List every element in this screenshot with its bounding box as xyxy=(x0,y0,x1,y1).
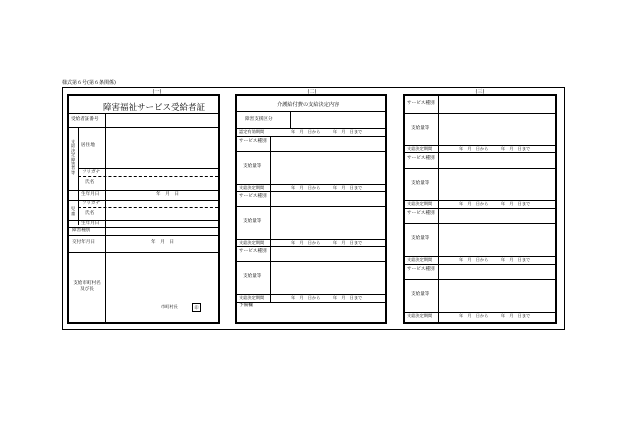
p3-amount-label-1: 支給量等 xyxy=(411,126,430,131)
issue-date-value: 年 月 日 xyxy=(151,240,174,245)
certificate-panel xyxy=(67,94,220,324)
section-number-3: (三) xyxy=(475,89,485,95)
amount-label-3: 支給量等 xyxy=(243,274,262,279)
decision-period-label-1: 支給決定期間 xyxy=(239,185,265,190)
cert-period-label: 認定有効期間 xyxy=(239,129,265,134)
child-group-label: 児童 xyxy=(71,206,76,217)
decision-period-label-2: 支給決定期間 xyxy=(239,240,265,245)
address-label: 居住地 xyxy=(81,143,95,148)
p3-service-type-label-1: サービス種別 xyxy=(407,101,435,106)
decision-period-value-3: 年 月 日から 年 月 日まで xyxy=(291,295,363,300)
cert-number-label: 受給者証番号 xyxy=(71,117,99,122)
p3-service-type-label-3: サービス種別 xyxy=(407,211,435,216)
child-birthdate-label: 生年月日 xyxy=(81,221,100,226)
p3-decision-period-value-2: 年 月 日から 年 月 日まで xyxy=(459,201,531,206)
child-name-label: 氏名 xyxy=(85,211,95,216)
p3-service-type-label-2: サービス種別 xyxy=(407,156,435,161)
service-type-label-1: サービス種別 xyxy=(239,139,267,144)
decision-panel-continued xyxy=(403,94,557,324)
decision-period-value-1: 年 月 日から 年 月 日まで xyxy=(291,185,363,190)
p3-amount-label-4: 支給量等 xyxy=(411,292,430,297)
p3-decision-period-value-4: 年 月 日から 年 月 日まで xyxy=(459,313,531,318)
p3-amount-label-2: 支給量等 xyxy=(411,181,430,186)
p3-service-type-label-4: サービス種別 xyxy=(407,267,435,272)
disability-level-label: 障害支援区分 xyxy=(245,117,273,122)
decision-title: 介護給付費の支給決定内容 xyxy=(277,102,340,108)
p3-decision-period-label-1: 支給決定期間 xyxy=(407,146,433,151)
p3-decision-period-value-3: 年 月 日から 年 月 日まで xyxy=(459,257,531,262)
name-label: 氏名 xyxy=(85,180,95,185)
birthdate-label: 生年月日 xyxy=(81,192,100,197)
service-type-label-2: サービス種別 xyxy=(239,194,267,199)
disability-type-label: 障害種別 xyxy=(72,228,91,233)
p3-decision-period-label-3: 支給決定期間 xyxy=(407,257,433,262)
furigana-label: フリガナ xyxy=(82,170,101,175)
amount-label-1: 支給量等 xyxy=(243,164,262,169)
issuer-name: 市町村長 xyxy=(161,304,178,309)
p3-decision-period-label-4: 支給決定期間 xyxy=(407,313,433,318)
section-number-2: (二) xyxy=(307,89,317,95)
decision-period-label-3: 支給決定期間 xyxy=(239,295,265,300)
p3-amount-label-3: 支給量等 xyxy=(411,236,430,241)
service-type-label-3: サービス種別 xyxy=(239,249,267,254)
decision-panel xyxy=(235,94,387,324)
amount-label-2: 支給量等 xyxy=(243,219,262,224)
child-furigana-label: フリガナ xyxy=(82,201,101,206)
birthdate-value: 年 月 日 xyxy=(156,192,179,197)
certificate-title: 障害福祉サービス受給者証 xyxy=(103,103,206,113)
notes-label: 予備欄 xyxy=(239,303,253,308)
issuer-label: 支給市町村名及び長 xyxy=(73,281,101,292)
form-label: 様式第６号(第６条関係) xyxy=(62,80,116,86)
section-number-1: (一) xyxy=(152,89,162,95)
p3-decision-period-label-2: 支給決定期間 xyxy=(407,201,433,206)
issue-date-label: 交付年月日 xyxy=(72,240,95,245)
recipient-group-label: 支給決定障害者等 xyxy=(71,139,76,175)
seal-mark: 印 xyxy=(192,303,201,312)
decision-period-value-2: 年 月 日から 年 月 日まで xyxy=(291,240,363,245)
p3-decision-period-value-1: 年 月 日から 年 月 日まで xyxy=(459,146,531,151)
cert-period-value: 年 月 日から 年 月 日まで xyxy=(291,129,363,134)
